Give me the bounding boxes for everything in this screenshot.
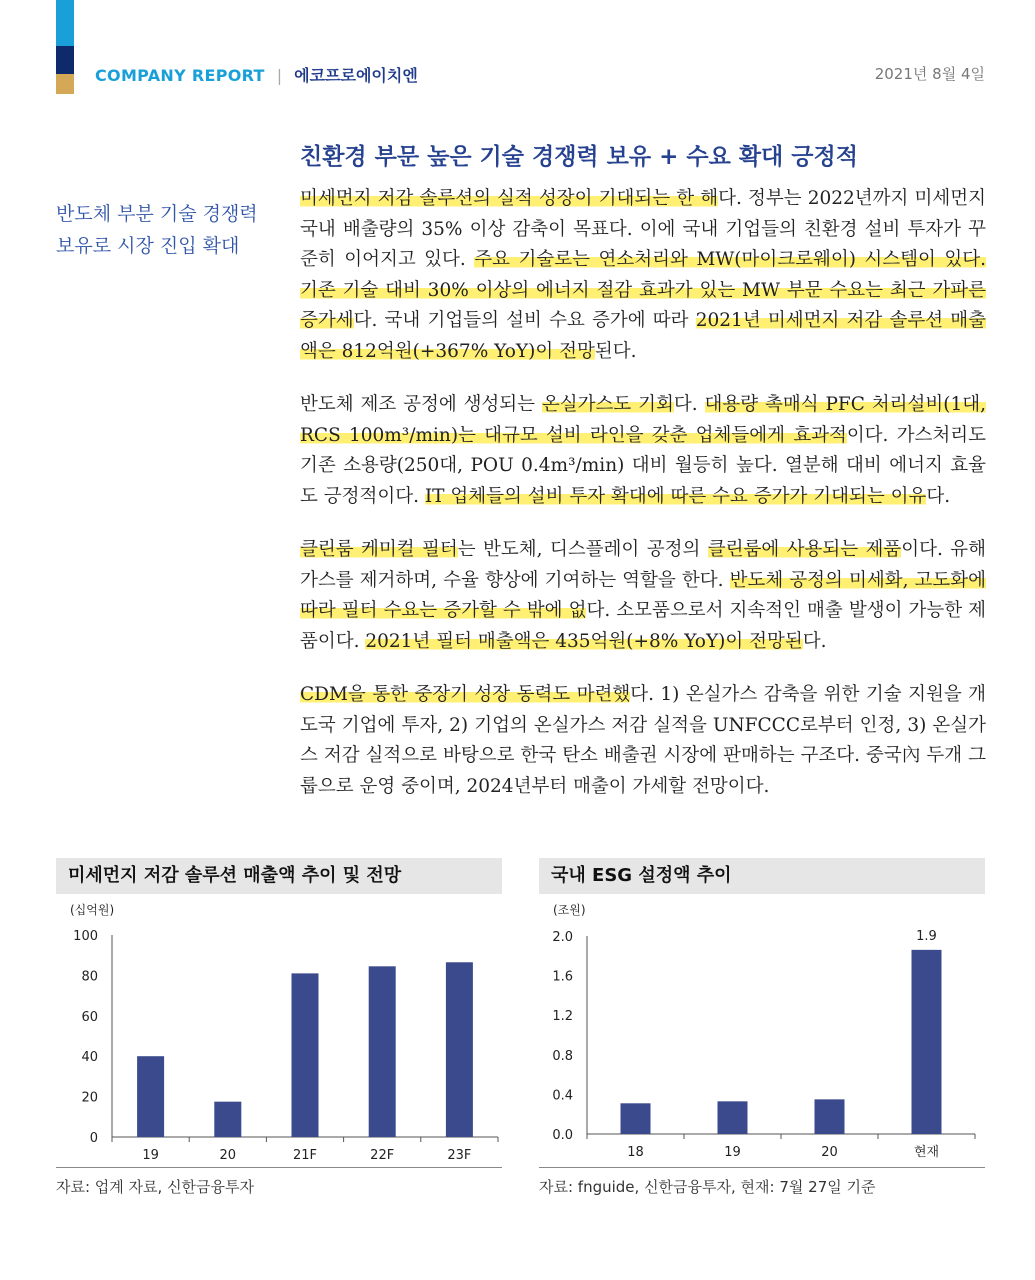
report-header: [95, 63, 418, 86]
paragraph-text: 다.: [673, 394, 705, 415]
bar: [446, 962, 473, 1137]
y-tick-label: 20: [81, 1090, 98, 1106]
highlighted-text: 클린룸 케미컬 필터: [300, 539, 458, 560]
data-label: 1.9: [916, 928, 937, 944]
body-paragraph: [300, 184, 986, 367]
x-tick-label: 18: [627, 1145, 644, 1160]
bar: [621, 1103, 651, 1134]
section-title: 친환경 부문 높은 기술 경쟁력 보유 + 수요 확대 긍정적: [300, 144, 858, 170]
paragraph-text: 다. 1) 온실가스 감축을 위한 기술 지원을 개도국 기업에 투자, 2) 기업의 온실가스 저감 실적을 UNFCCC로부터 인정, 3) 온실가스 저감 실적으로 바탕으로 한국 탄소 배출권 시장에 판매하는 구조다. 중국內 두개 그룹으로 운영 중이며, 2024년부터 매출이 가세할 전망이다.: [300, 684, 986, 797]
highlighted-text: 2021년 미세먼지 저감 솔루션 매출액은 812억원(+367% YoY)이 전망: [300, 310, 987, 362]
chart-source: 자료: 업계 자료, 신한금융투자: [56, 1178, 255, 1196]
bar: [214, 1102, 241, 1137]
paragraph-text: 다. 국내 기업들의 설비 수요 증가에 따라: [353, 310, 696, 331]
y-unit-label: (십억원): [70, 903, 115, 917]
y-tick-label: 1.2: [552, 1009, 573, 1025]
paragraph-text: 다.: [926, 485, 951, 507]
side-note-line: 반도체 부분 기술 경쟁력: [56, 203, 258, 225]
paragraph-text: 다. 소모품으로서 지속적인 매출 발생이 가능한 제품이다.: [300, 600, 987, 652]
accent-bar-top: [56, 0, 74, 46]
chart-title: 미세먼지 저감 솔루션 매출액 추이 및 전망: [56, 858, 502, 894]
x-tick-label: 20: [821, 1145, 838, 1160]
bar: [718, 1101, 748, 1134]
paragraph-text: 는 반도체, 디스플레이 공정의: [457, 539, 708, 560]
chart-dust-solution: [56, 858, 502, 1198]
y-tick-label: 80: [81, 969, 98, 985]
bar: [137, 1056, 164, 1137]
source-divider: [539, 1167, 985, 1168]
highlighted-text: 미세먼지 저감 솔루션의 실적 성장이 기대되는 한 해: [300, 188, 719, 209]
chart-esg-funds-plot: [539, 898, 985, 1170]
side-note: [56, 198, 276, 262]
highlighted-text: 클린룸에 사용되는 제품: [707, 539, 902, 560]
x-tick-label: 21F: [292, 1148, 318, 1163]
paragraph-text: 다. 정부는 2022년까지 미세먼지 국내 배출량의 35% 이상 감축이 목표다. 이에 국내 기업들의 친환경 설비 투자가 꾸준히 이어지고 있다.: [300, 188, 986, 270]
bar: [815, 1099, 845, 1134]
highlighted-text: 온실가스도 기회: [541, 394, 674, 415]
accent-bar-bottom: [56, 74, 74, 94]
paragraph-text: 이다. 가스처리도 기존 소용량(250대, POU 0.4m³/min) 대비 월등히 높다. 열분해 대비 에너지 효율도 긍정적이다.: [300, 424, 986, 507]
bar: [369, 966, 396, 1137]
highlighted-text: 2021년 필터 매출액은 435억원(+8% YoY)이 전망된: [365, 630, 803, 652]
y-tick-label: 0.4: [552, 1088, 573, 1104]
y-tick-label: 0.0: [552, 1128, 573, 1143]
x-tick-label: 19: [724, 1145, 741, 1160]
report-date: 2021년 8월 4일: [874, 65, 985, 83]
y-tick-label: 60: [81, 1009, 98, 1025]
highlighted-text: 대용량 촉매식 PFC 처리설비(1대, RCS 100m³/min)는 대규모 설비 라인을 갖춘 업체들에게 효과적: [300, 394, 986, 446]
company-name: 에코프로에이치엔: [294, 66, 418, 85]
body-paragraph: [300, 680, 986, 802]
y-tick-label: 0.8: [552, 1048, 573, 1064]
highlighted-text: 반도체 공정의 미세화, 고도화에 따라 필터 수요는 증가할 수 밖에 없: [300, 569, 987, 621]
y-tick-label: 100: [73, 929, 98, 944]
paragraph-text: 이다. 유해가스를 제거하며, 수율 향상에 기여하는 역할을 한다.: [300, 539, 986, 591]
highlighted-text: 주요 기술로는 연소처리와 MW(마이크로웨이) 시스템이 있다. 기존 기술 대비 30% 이상의 에너지 절감 효과가 있는 MW 부문 수요는 최근 가파른 증가세: [300, 249, 986, 331]
paragraph-text: 된다.: [594, 340, 637, 362]
accent-bar-middle: [56, 46, 74, 74]
header-separator: |: [276, 66, 283, 85]
x-tick-label: 19: [142, 1148, 159, 1163]
y-tick-label: 40: [81, 1050, 98, 1066]
x-tick-label: 22F: [370, 1148, 395, 1163]
chart-source: 자료: fnguide, 신한금융투자, 현재: 7월 27일 기준: [539, 1178, 876, 1196]
chart-esg-funds: [539, 858, 985, 1198]
y-tick-label: 1.6: [552, 969, 573, 985]
x-tick-label: 현재: [913, 1145, 940, 1160]
bar: [912, 950, 942, 1134]
body-paragraph: [300, 390, 986, 512]
paragraph-text: 반도체 제조 공정에 생성되는: [300, 394, 542, 415]
paragraph-text: 다.: [802, 630, 827, 652]
highlighted-text: CDM을 통한 중장기 성장 동력도 마련했: [300, 684, 631, 705]
y-tick-label: 2.0: [552, 930, 573, 945]
report-type: COMPANY REPORT: [95, 66, 265, 85]
side-note-line: 보유로 시장 진입 확대: [56, 235, 240, 257]
source-divider: [56, 1167, 502, 1168]
chart-title: 국내 ESG 설정액 추이: [539, 858, 985, 894]
x-tick-label: 20: [219, 1148, 237, 1163]
bar: [292, 973, 319, 1137]
y-tick-label: 0: [89, 1131, 98, 1146]
body-text: [300, 184, 986, 825]
body-paragraph: [300, 535, 986, 657]
y-unit-label: (조원): [553, 903, 586, 917]
highlighted-text: IT 업체들의 설비 투자 확대에 따른 수요 증가가 기대되는 이유: [424, 485, 927, 507]
chart-dust-solution-plot: [56, 898, 502, 1170]
x-tick-label: 23F: [447, 1148, 472, 1163]
